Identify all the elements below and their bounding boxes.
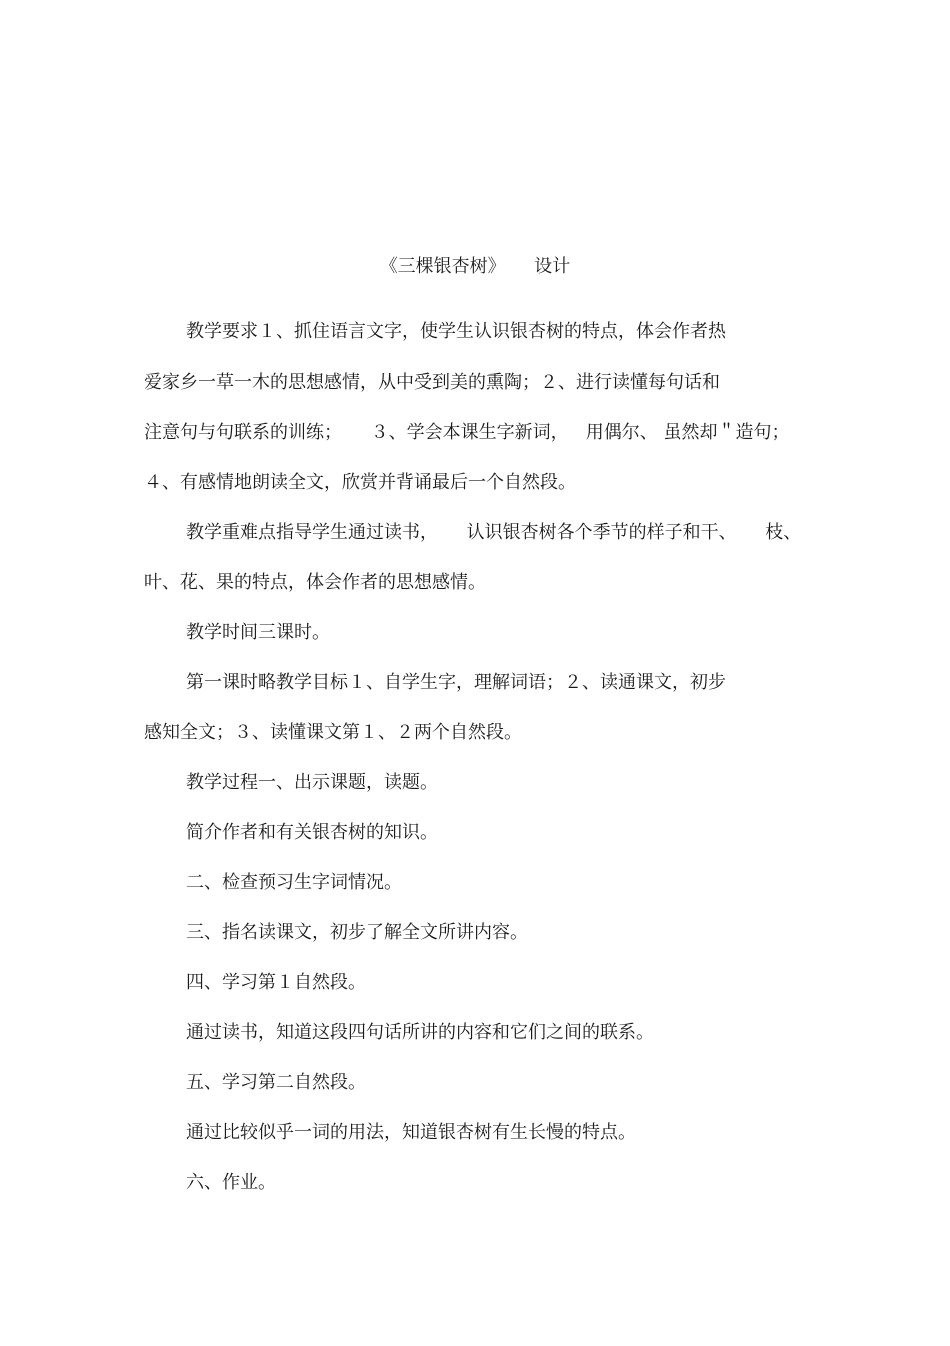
paragraph-line: 第一课时略教学目标１、自学生字，理解词语；２、读通课文，初步 — [186, 672, 726, 693]
paragraph-line: 二、检查预习生字词情况。 — [186, 872, 402, 893]
paragraph-line: 教学重难点指导学生通过读书， 认识银杏树各个季节的样子和干、 枝、 — [186, 522, 802, 543]
paragraph-line: 教学过程一、出示课题，读题。 — [186, 772, 438, 793]
paragraph-line: 通过读书，知道这段四句话所讲的内容和它们之间的联系。 — [186, 1022, 654, 1043]
paragraph-line: 六、作业。 — [186, 1172, 276, 1193]
document-title: 《三棵银杏树》 设计 — [379, 256, 571, 277]
paragraph-line: 感知全文；３、读懂课文第１、２两个自然段。 — [144, 722, 522, 743]
paragraph-line: 通过比较似乎一词的用法，知道银杏树有生长慢的特点。 — [186, 1122, 636, 1143]
paragraph-line: 教学要求１、抓住语言文字，使学生认识银杏树的特点，体会作者热 — [186, 321, 726, 342]
paragraph-line: 简介作者和有关银杏树的知识。 — [186, 822, 438, 843]
paragraph-line: 五、学习第二自然段。 — [186, 1072, 366, 1093]
paragraph-line: 注意句与句联系的训练； ３、学会本课生字新词， 用偶尔、 虽然却＂造句； — [144, 422, 790, 443]
paragraph-line: 四、学习第１自然段。 — [186, 972, 366, 993]
paragraph-line: 爱家乡一草一木的思想感情，从中受到美的熏陶；２、进行读懂每句话和 — [144, 372, 720, 393]
paragraph-line: 三、指名读课文，初步了解全文所讲内容。 — [186, 922, 528, 943]
paragraph-line: 教学时间三课时。 — [186, 622, 330, 643]
paragraph-line: 叶、花、果的特点，体会作者的思想感情。 — [144, 572, 486, 593]
paragraph-line: ４、有感情地朗读全文，欣赏并背诵最后一个自然段。 — [144, 472, 576, 493]
